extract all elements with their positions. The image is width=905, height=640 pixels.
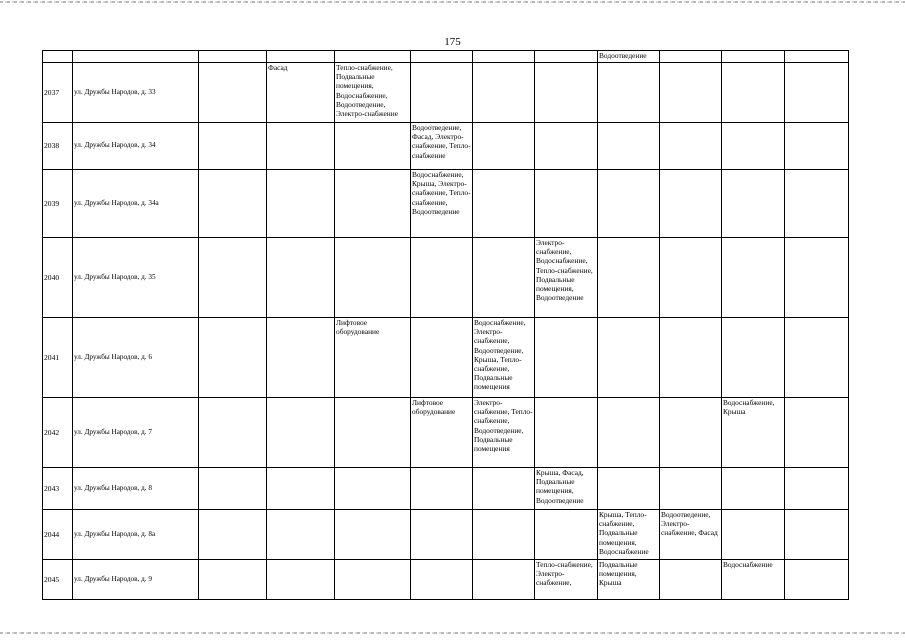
address-cell: ул. Дружбы Народов, д. 34	[73, 123, 199, 170]
work-type-cell	[598, 238, 660, 318]
work-type-cell	[267, 170, 335, 238]
row-number: 2037	[43, 63, 73, 123]
scan-edge-top	[0, 1, 905, 3]
table-cell: Водоотведение	[598, 51, 660, 63]
address-cell: ул. Дружбы Народов, д. 8а	[73, 510, 199, 560]
work-type-cell	[473, 63, 535, 123]
work-type-cell	[267, 123, 335, 170]
work-type-cell	[660, 468, 722, 510]
address-cell: ул. Дружбы Народов, д. 34а	[73, 170, 199, 238]
table-row	[43, 170, 849, 238]
work-type-cell	[785, 468, 849, 510]
work-type-cell	[199, 318, 267, 398]
work-type-cell	[535, 123, 598, 170]
address-cell: ул. Дружбы Народов, д. 8	[73, 468, 199, 510]
table-cell	[199, 51, 267, 63]
table-cell	[73, 51, 199, 63]
work-type-cell	[199, 123, 267, 170]
work-type-cell	[660, 238, 722, 318]
work-type-cell	[199, 398, 267, 468]
work-type-cell	[473, 123, 535, 170]
work-type-cell	[598, 468, 660, 510]
work-type-cell	[335, 238, 411, 318]
row-number: 2038	[43, 123, 73, 170]
work-type-cell: Водоснабжение	[722, 560, 785, 600]
work-type-cell	[199, 238, 267, 318]
work-type-cell	[199, 510, 267, 560]
work-type-cell	[473, 170, 535, 238]
work-type-cell: Тепло-снабжение, Электро-снабжение,	[535, 560, 598, 600]
work-type-cell	[722, 510, 785, 560]
work-type-cell	[785, 63, 849, 123]
table-row	[43, 63, 849, 123]
work-type-cell: Водоотведение, Электро-снабжение, Фасад	[660, 510, 722, 560]
scan-edge-bottom	[0, 632, 905, 634]
address-cell: ул. Дружбы Народов, д. 35	[73, 238, 199, 318]
table-cell	[785, 51, 849, 63]
work-type-cell	[411, 560, 473, 600]
work-type-cell	[411, 318, 473, 398]
work-type-cell	[660, 63, 722, 123]
work-schedule-table	[42, 50, 849, 600]
table-cell	[722, 51, 785, 63]
work-type-cell: Электро-снабжение, Тепло-снабжение, Водоотведение, Подвальные помещения	[473, 398, 535, 468]
work-type-cell	[335, 510, 411, 560]
row-number: 2039	[43, 170, 73, 238]
work-type-cell: Водоснабжение, Крыша	[722, 398, 785, 468]
work-type-cell: Тепло-снабжение, Подвальные помещения, Водоснабжение, Водоотведение, Электро-снабжение	[335, 63, 411, 123]
row-number: 2041	[43, 318, 73, 398]
work-type-cell	[267, 560, 335, 600]
work-type-cell	[267, 318, 335, 398]
work-type-cell: Фасад	[267, 63, 335, 123]
table-cell	[473, 51, 535, 63]
work-type-cell	[199, 560, 267, 600]
work-type-cell	[411, 238, 473, 318]
work-type-cell	[335, 560, 411, 600]
work-type-cell	[598, 170, 660, 238]
work-type-cell	[660, 560, 722, 600]
work-type-cell	[335, 123, 411, 170]
work-type-cell	[722, 123, 785, 170]
table-cell	[335, 51, 411, 63]
table-body	[43, 51, 849, 600]
work-type-cell	[267, 238, 335, 318]
work-type-cell: Водоснабжение, Крыша, Электро-снабжение, Тепло-снабжение, Водоотведение	[411, 170, 473, 238]
table-row	[43, 560, 849, 600]
work-type-cell	[535, 63, 598, 123]
work-type-cell	[785, 318, 849, 398]
row-number: 2043	[43, 468, 73, 510]
work-type-cell	[535, 510, 598, 560]
row-number: 2042	[43, 398, 73, 468]
work-type-cell	[535, 398, 598, 468]
address-cell: ул. Дружбы Народов, д. 33	[73, 63, 199, 123]
work-type-cell	[473, 238, 535, 318]
row-number: 2045	[43, 560, 73, 600]
table-cell	[535, 51, 598, 63]
work-type-cell	[785, 123, 849, 170]
row-number: 2040	[43, 238, 73, 318]
work-type-cell	[411, 468, 473, 510]
work-type-cell	[722, 170, 785, 238]
work-type-cell	[267, 468, 335, 510]
work-type-cell	[335, 468, 411, 510]
work-type-cell	[722, 468, 785, 510]
table-row	[43, 318, 849, 398]
work-type-cell: Электро-снабжение, Водоснабжение, Тепло-снабжение, Подвальные помещения, Водоотведение	[535, 238, 598, 318]
page-number: 175	[444, 36, 461, 48]
table-row	[43, 398, 849, 468]
work-type-cell	[598, 123, 660, 170]
work-type-cell	[722, 238, 785, 318]
work-type-cell: Водоснабжение, Электро-снабжение, Водоотведение, Крыша, Тепло-снабжение, Подвальные помещения	[473, 318, 535, 398]
work-type-cell	[535, 318, 598, 398]
address-cell: ул. Дружбы Народов, д. 7	[73, 398, 199, 468]
work-type-cell	[199, 170, 267, 238]
work-type-cell	[785, 398, 849, 468]
work-type-cell	[199, 468, 267, 510]
work-type-cell: Крыша, Фасад, Подвальные помещения, Водоотведение	[535, 468, 598, 510]
table-row-continuation	[43, 51, 849, 63]
work-type-cell	[660, 170, 722, 238]
work-type-cell	[598, 63, 660, 123]
work-type-cell	[598, 318, 660, 398]
table-cell	[43, 51, 73, 63]
work-type-cell	[660, 318, 722, 398]
work-type-cell	[722, 63, 785, 123]
table-row	[43, 468, 849, 510]
work-type-cell	[535, 170, 598, 238]
work-type-cell: Подвальные помещения, Крыша	[598, 560, 660, 600]
row-number: 2044	[43, 510, 73, 560]
table-cell	[660, 51, 722, 63]
work-type-cell	[598, 398, 660, 468]
work-type-cell	[335, 398, 411, 468]
work-type-cell	[660, 398, 722, 468]
work-type-cell	[473, 560, 535, 600]
work-type-cell	[722, 318, 785, 398]
table-cell	[267, 51, 335, 63]
work-type-cell	[199, 63, 267, 123]
work-type-cell	[267, 398, 335, 468]
work-type-cell	[473, 468, 535, 510]
work-type-cell	[785, 238, 849, 318]
work-type-cell	[335, 170, 411, 238]
work-type-cell	[267, 510, 335, 560]
address-cell: ул. Дружбы Народов, д. 9	[73, 560, 199, 600]
address-cell: ул. Дружбы Народов, д. 6	[73, 318, 199, 398]
work-type-cell	[411, 510, 473, 560]
work-type-cell	[785, 510, 849, 560]
table-row	[43, 123, 849, 170]
work-type-cell: Лифтовое оборудование	[411, 398, 473, 468]
work-type-cell: Крыша, Тепло-снабжение, Подвальные помещения, Водоснабжение	[598, 510, 660, 560]
work-type-cell: Водоотведение, Фасад, Электро-снабжение, Тепло-снабжение	[411, 123, 473, 170]
work-type-cell	[660, 123, 722, 170]
work-type-cell	[785, 560, 849, 600]
work-type-cell: Лифтовое оборудование	[335, 318, 411, 398]
table-row	[43, 510, 849, 560]
table-cell	[411, 51, 473, 63]
table-row	[43, 238, 849, 318]
work-type-cell	[473, 510, 535, 560]
work-type-cell	[411, 63, 473, 123]
work-type-cell	[785, 170, 849, 238]
